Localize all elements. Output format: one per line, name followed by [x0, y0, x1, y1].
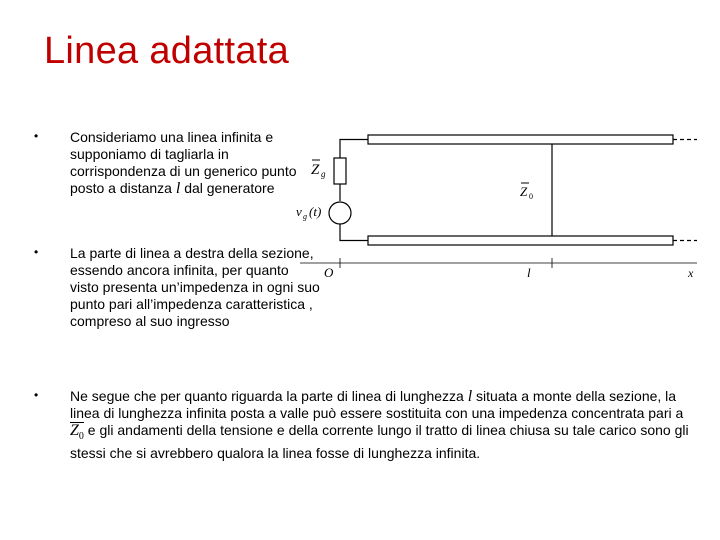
bullet-3-var-l: l: [467, 388, 473, 405]
z0-label: Z: [520, 184, 528, 199]
bullet-3-text-mid: situata a monte della sezione, la linea di lunghezza infinita posta a valle può essere sostituita con una impedenza concentrata pari a: [70, 388, 684, 421]
vg-arg: (t): [309, 204, 322, 219]
upper-conductor: [368, 135, 673, 144]
bullet-2-text: La parte di linea a destra della sezione, essendo ancora infinita, per quanto visto presenta un’impedenza in ogni suo punto pari all’impedenza caratteristica , compreso al suo ingresso: [70, 245, 320, 329]
bullet-3-text-before: Ne segue che per quanto riguarda la parte di linea di lunghezza: [70, 388, 468, 404]
bullet-marker-1: •: [34, 129, 39, 143]
axis-label: x: [688, 266, 694, 280]
vg-sub: g: [303, 212, 307, 221]
bullet-3-text-after: e gli andamenti della tensione e della corrente lungo il tratto di linea chiusa su tale carico sono gli stessi che si avrebbero qualora la linea fosse di lunghezza infinita.: [70, 422, 689, 462]
vg-source: [329, 202, 351, 224]
bullet-1-text-after: dal generatore: [180, 180, 275, 196]
slide-title: Linea adattata: [44, 30, 290, 72]
bullet-3-z0-symbol: $Z_0$: [70, 422, 84, 443]
zg-label: Z: [311, 162, 320, 178]
bullet-1-var-l: l: [175, 180, 181, 197]
bullet-1-text: Consideriamo una linea infinita e supponiamo di tagliarla in corrispondenza di un generico punto posto a distanza: [70, 129, 297, 196]
z0-sub: 0: [529, 192, 533, 201]
origin-label: O: [324, 265, 334, 280]
bullet-marker-2: •: [34, 245, 39, 259]
zg-sub: g: [321, 169, 326, 179]
lower-conductor: [368, 236, 673, 245]
bullet-marker-3: •: [34, 388, 39, 402]
vg-label: v: [296, 204, 302, 219]
gen-wire-bottom: [340, 224, 368, 241]
zg-resistor: [334, 158, 346, 184]
gen-wire-top: [340, 140, 368, 159]
position-label: l: [527, 265, 531, 280]
